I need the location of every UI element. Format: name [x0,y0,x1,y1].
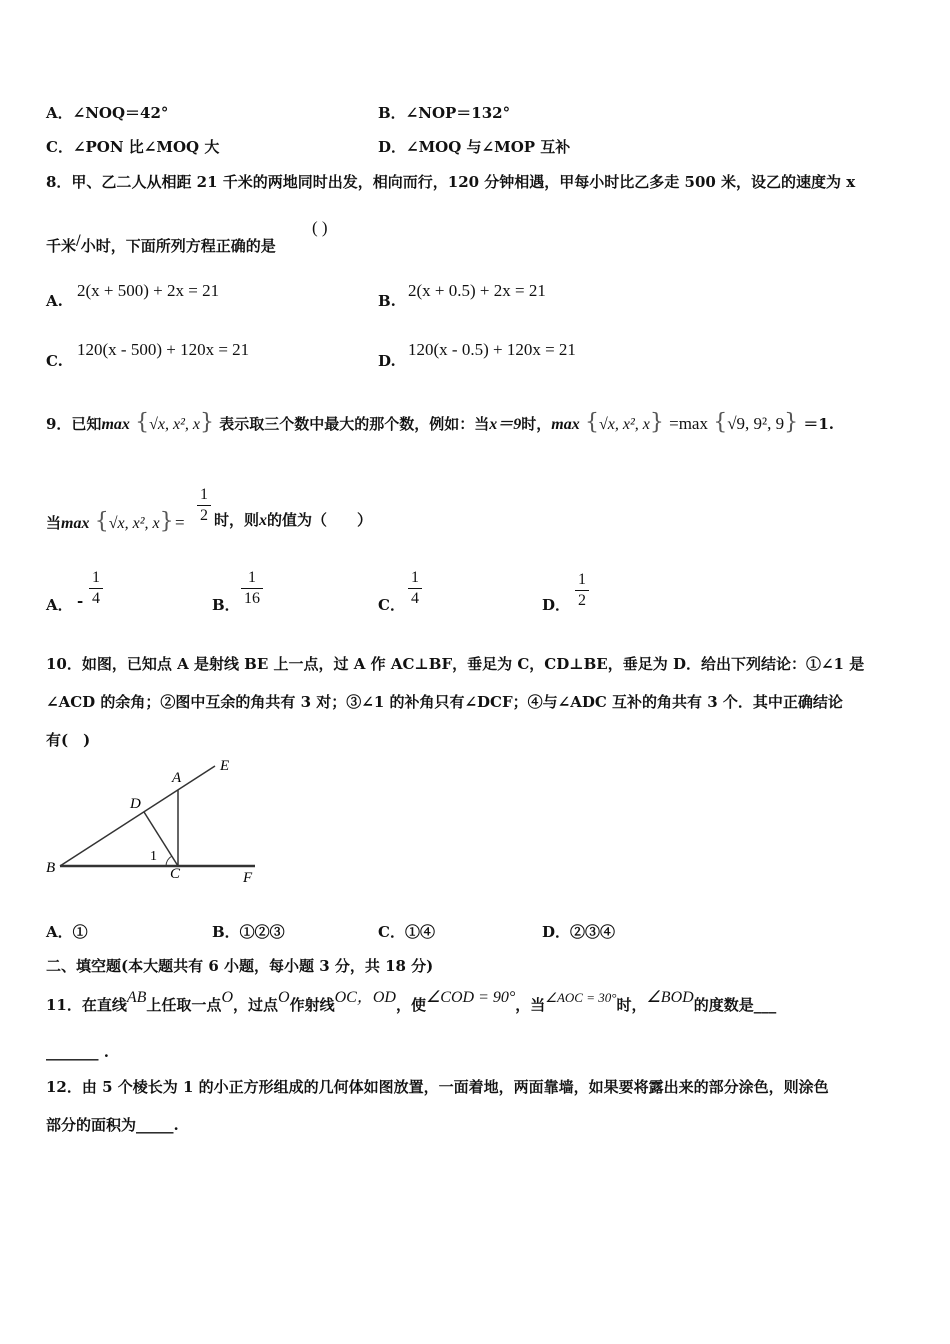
q8-option-c-equation: 120(x - 500) + 120x = 21 [77,340,250,359]
label-b: B [46,860,56,876]
q9-option-c-fraction: 1 4 [408,569,422,608]
label-angle-1: 1 [150,849,157,864]
q9-stem-line2-tail: 时，则x的值为（ ） [214,511,373,529]
q9-stem-line1: 9．已知max {√x, x², x} 表示取三个数中最大的那个数，例如：当x＝9时，max {√x, x², x} =max {√9, 9², 9} ＝1. [46,410,835,435]
q8-option-c-label: C. [46,352,63,370]
section-2-heading: 二、填空题(本大题共有 6 小题，每小题 3 分，共 18 分) [46,957,434,975]
q8-answer-paren: ( ) [312,218,328,237]
q9-half-fraction: 1 2 [197,486,211,525]
label-d: D [130,796,141,812]
q9-stem-line2: 当max {√x, x², x} = [46,509,185,534]
q10-option-b: B．①②③ [212,923,285,941]
q8-option-a-equation: 2(x + 500) + 2x = 21 [77,281,220,300]
q9-option-b-label: B． [212,596,240,614]
label-e: E [220,758,230,774]
q11-stem-line1: 11．在直线AB上任取一点O，过点O作射线OC，OD，使∠COD = 90°，当∠AOC = 30°时，∠BOD的度数是___ [46,989,777,1014]
angle-1-arc [166,856,172,866]
label-f: F [243,870,253,886]
q8-stem-line1: 8．甲、乙二人从相距 21 千米的两地同时出发，相向而行，120 分钟相遇，甲每小时比乙多走 500 米，设乙的速度为 x [46,173,856,191]
q10-geometry-figure [40,752,280,892]
q10-stem-line2: ∠ACD 的余角；②图中互余的角共有 3 对；③∠1 的补角只有∠DCF；④与∠ADC 互补的角共有 3 个．其中正确结论 [46,693,843,711]
q9-option-a-label: A． [46,596,73,614]
q7-option-c: C．∠PON 比∠MOQ 大 [46,138,220,156]
q12-stem-line2: 部分的面积为_____. [46,1116,179,1134]
q7-option-a: A．∠NOQ＝42° [46,104,169,122]
q8-option-d-label: D. [378,352,396,370]
ray-be [60,766,215,866]
q8-option-b-label: B. [378,292,396,310]
q11-answer-blank: _______ . [46,1043,109,1061]
q10-option-c: C．①④ [378,923,435,941]
q8-stem-line2: 千米/小时，下面所列方程正确的是 [46,233,276,255]
q12-stem-line1: 12．由 5 个棱长为 1 的小正方形组成的几何体如图放置，一面着地，两面靠墙，如果要将露出来的部分涂色，则涂色 [46,1078,829,1096]
q8-option-b-equation: 2(x + 0.5) + 2x = 21 [408,281,546,300]
q9-option-d-fraction: 1 2 [575,571,589,610]
q7-option-d: D．∠MOQ 与∠MOP 互补 [378,138,571,156]
q9-option-a-sign: - [77,592,84,610]
q9-option-c-label: C． [378,596,405,614]
q10-stem-line3: 有( ) [46,731,91,749]
q9-option-d-label: D． [542,596,571,614]
q10-stem-line1: 10．如图，已知点 A 是射线 BE 上一点，过 A 作 AC⊥BF，垂足为 C，CD⊥BE，垂足为 D．给出下列结论：①∠1 是 [46,655,865,673]
q9-option-b-fraction: 1 16 [241,569,263,608]
q7-option-b: B．∠NOP＝132° [378,104,511,122]
label-c: C [170,866,181,882]
q8-option-d-equation: 120(x - 0.5) + 120x = 21 [408,340,576,359]
label-a: A [172,770,182,786]
q8-option-a-label: A. [46,292,63,310]
q10-option-d: D．②③④ [542,923,616,941]
q9-option-a-fraction: 1 4 [89,569,103,608]
q10-option-a: A．① [46,923,88,941]
